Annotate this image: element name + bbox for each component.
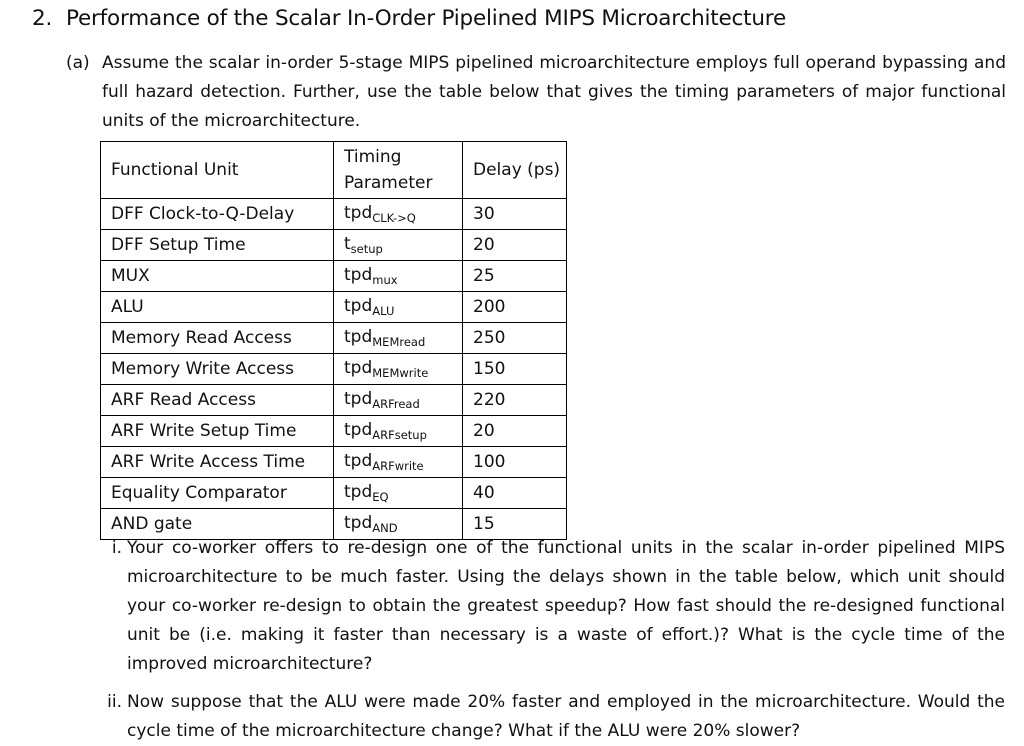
parameter-base: tpd (344, 296, 373, 316)
parameter-base: tpd (344, 265, 373, 285)
parameter-base: t (344, 234, 351, 254)
delay-cell: 200 (463, 292, 567, 323)
parameter-base: tpd (344, 482, 373, 502)
functional-unit-cell: DFF Clock-to-Q-Delay (101, 199, 334, 230)
header-delay: Delay (ps) (463, 142, 567, 199)
table-row (101, 354, 567, 385)
functional-unit-cell: ARF Write Setup Time (101, 416, 334, 447)
timing-parameter-cell (334, 261, 463, 292)
header-timing-parameter: Timing Parameter (334, 142, 463, 199)
functional-unit-cell: ARF Read Access (101, 385, 334, 416)
question-i-label: i. (111, 538, 122, 558)
timing-parameter-cell (334, 478, 463, 509)
delay-cell: 20 (463, 416, 567, 447)
delay-cell: 250 (463, 323, 567, 354)
functional-unit-cell: ALU (101, 292, 334, 323)
timing-parameter-cell (334, 354, 463, 385)
parameter-subscript: setup (350, 242, 383, 256)
table-row (101, 261, 567, 292)
parameter-subscript: mux (372, 273, 398, 287)
table-header-row (101, 142, 567, 199)
timing-parameter-cell (334, 323, 463, 354)
delay-cell: 100 (463, 447, 567, 478)
parameter-subscript: ARFsetup (372, 428, 427, 442)
parameter-base: tpd (344, 203, 373, 223)
table-row (101, 416, 567, 447)
table-row (101, 323, 567, 354)
parameter-subscript: ARFwrite (372, 459, 424, 473)
parameter-subscript: CLK->Q (372, 211, 416, 225)
question-ii-text: Now suppose that the ALU were made 20% faster and employed in the microarchitecture. Would the cycle time of the microarchitecture change? What if the ALU were 20% slower? (127, 692, 1005, 741)
parameter-base: tpd (344, 513, 373, 533)
section-title: Performance of the Scalar In-Order Pipelined MIPS Microarchitecture (66, 6, 786, 31)
timing-parameter-cell (334, 199, 463, 230)
parameter-subscript: ALU (372, 304, 395, 318)
table-row (101, 292, 567, 323)
section-number: 2. (32, 6, 53, 31)
functional-unit-cell: Memory Write Access (101, 354, 334, 385)
table-row (101, 199, 567, 230)
functional-unit-cell: Equality Comparator (101, 478, 334, 509)
parameter-base: tpd (344, 451, 373, 471)
functional-unit-cell: MUX (101, 261, 334, 292)
functional-unit-cell: Memory Read Access (101, 323, 334, 354)
delay-cell: 30 (463, 199, 567, 230)
functional-unit-cell: AND gate (101, 509, 334, 540)
timing-parameter-cell (334, 230, 463, 261)
timing-parameter-cell (334, 416, 463, 447)
parameter-base: tpd (344, 327, 373, 347)
timing-parameters-table (100, 141, 567, 540)
parameter-subscript: EQ (372, 490, 389, 504)
timing-parameter-cell (334, 292, 463, 323)
table-row (101, 385, 567, 416)
parameter-base: tpd (344, 358, 373, 378)
table-row (101, 478, 567, 509)
question-i (96, 534, 1005, 679)
delay-cell: 25 (463, 261, 567, 292)
delay-cell: 40 (463, 478, 567, 509)
timing-parameter-cell (334, 447, 463, 478)
delay-cell: 150 (463, 354, 567, 385)
parameter-subscript: MEMread (372, 335, 426, 349)
part-a-text: Assume the scalar in-order 5-stage MIPS pipelined microarchitecture employs full operand bypassing and full hazard detection. Further, use the table below that gives the timing parameters of major functional units of the microarchitecture. (102, 53, 1006, 131)
delay-cell: 220 (463, 385, 567, 416)
question-ii-label: ii. (107, 692, 122, 712)
question-ii (96, 688, 1005, 746)
parameter-base: tpd (344, 420, 373, 440)
parameter-subscript: AND (372, 521, 398, 535)
header-functional-unit: Functional Unit (101, 142, 334, 199)
table-row (101, 447, 567, 478)
timing-parameter-cell (334, 385, 463, 416)
delay-cell: 20 (463, 230, 567, 261)
functional-unit-cell: DFF Setup Time (101, 230, 334, 261)
question-i-text: Your co-worker offers to re-design one of the functional units in the scalar in-order pipelined MIPS microarchitecture to be much faster. Using the delays shown in the table below, which unit should your co-worker re-design to obtain the greatest speedup? How fast should the re-designed functional unit be (i.e. making it faster than necessary is a waste of effort.)? What is the cycle time of the improved microarchitecture? (127, 538, 1005, 674)
table-body (101, 199, 567, 540)
parameter-subscript: ARFread (372, 397, 420, 411)
parameter-base: tpd (344, 389, 373, 409)
part-a-label: (a) (66, 53, 90, 73)
table-row (101, 230, 567, 261)
part-a-paragraph (66, 49, 1006, 136)
section-heading (32, 6, 786, 31)
delay-cell: 15 (463, 509, 567, 540)
functional-unit-cell: ARF Write Access Time (101, 447, 334, 478)
parameter-subscript: MEMwrite (372, 366, 429, 380)
